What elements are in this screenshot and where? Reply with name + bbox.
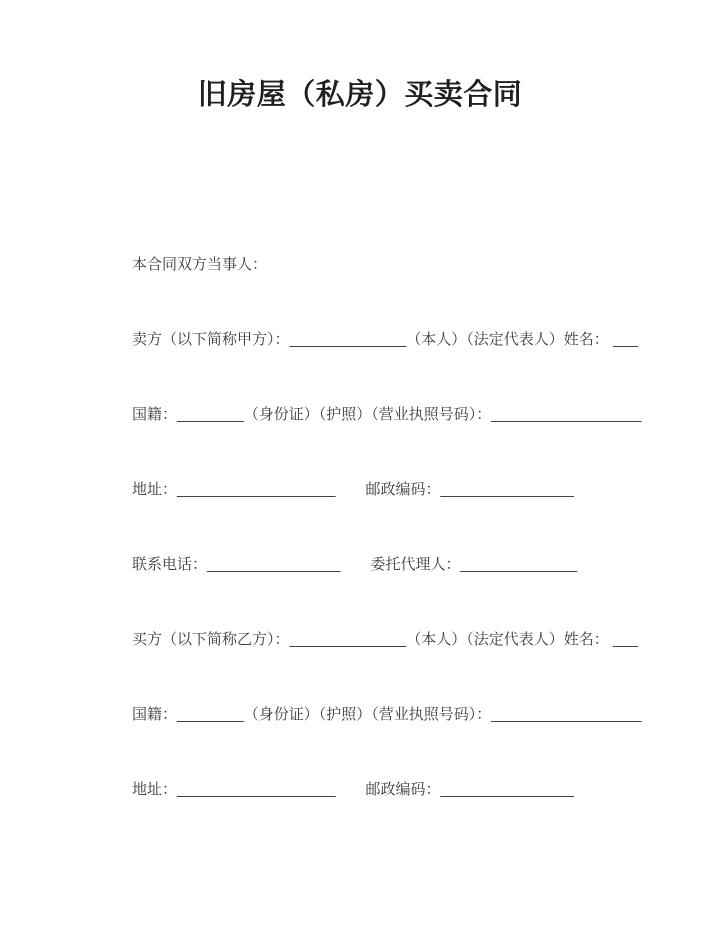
seller-line: 卖方（以下简称甲方）：______________（本人）（法定代表人）姓名： ___ — [132, 331, 638, 348]
seller-address-line: 地址：___________________ 邮政编码：________________ — [132, 481, 574, 498]
seller-phone-line: 联系电话：________________ 委托代理人：______________ — [132, 556, 578, 573]
contract-body — [132, 257, 720, 798]
parties-intro-line: 本合同双方当事人： — [132, 256, 268, 273]
buyer-address-line: 地址：___________________ 邮政编码：________________ — [132, 781, 574, 798]
buyer-nationality-line: 国籍：________（身份证）（护照）（营业执照号码）：__________________ — [132, 706, 642, 723]
seller-nationality-line: 国籍：________（身份证）（护照）（营业执照号码）：__________________ — [132, 406, 642, 423]
buyer-line: 买方（以下简称乙方）：______________（本人）（法定代表人）姓名： ___ — [132, 631, 638, 648]
contract-title: 旧房屋（私房）买卖合同 — [197, 79, 523, 111]
